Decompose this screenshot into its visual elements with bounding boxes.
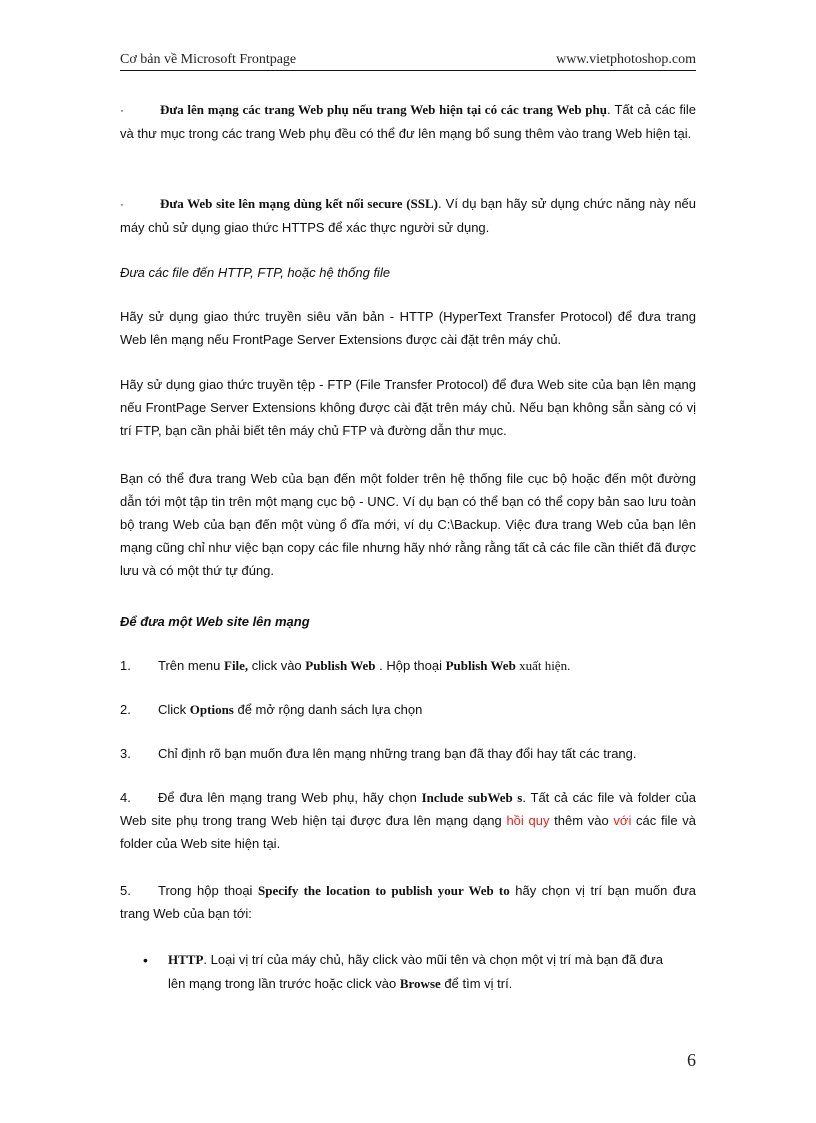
paragraph-http: Hãy sử dụng giao thức truyền siêu văn bản - HTTP (HyperText Transfer Protocol) để đưa trang Web lên mạng nếu FrontPage Server Extensions được cài đặt trên máy chủ.	[120, 309, 696, 347]
paragraph-publish-subwebs	[120, 98, 696, 145]
step-number: 2.	[120, 702, 131, 717]
step-number: 3.	[120, 746, 131, 761]
header-website: www.vietphotoshop.com	[556, 52, 696, 67]
step-text: thêm vào	[549, 813, 614, 828]
highlighted-text: với	[613, 813, 632, 828]
step-text: . Hộp thoại	[375, 658, 446, 673]
step-text: Trên menu	[158, 658, 224, 673]
paragraph-ftp: Hãy sử dụng giao thức truyền tệp - FTP (File Transfer Protocol) để đưa Web site của bạn lên mạng nếu FrontPage Server Extensions không được cài đặt trên máy chủ. Nếu bạn không sẵn sàng có vị trí FTP, bạn cần phải biết tên máy chủ FTP và đường dẫn thư mục.	[120, 377, 696, 438]
menu-name: File,	[224, 658, 249, 673]
command-name: Publish Web	[305, 658, 376, 673]
section-heading-protocols: Đưa các file đến HTTP, FTP, hoặc hệ thống file	[120, 265, 391, 280]
paragraph-publish-ssl	[120, 192, 696, 239]
option-name: Include subWeb s	[421, 790, 523, 805]
step-text: . Tất cả các file và folder của Web site phụ trong trang Web hiện tại được đưa lên mạng dạng	[120, 790, 697, 828]
step-3	[120, 742, 696, 765]
bullet-marker: ·	[120, 103, 124, 117]
button-name: Browse	[399, 976, 441, 991]
step-number: 1.	[120, 658, 131, 673]
page-number: 6	[687, 1050, 696, 1070]
highlighted-text: hồi quy	[506, 813, 550, 828]
bullet-icon: •	[143, 952, 148, 968]
bold-text: Đưa lên mạng các trang Web phụ nếu trang Web hiện tại có các trang Web phụ	[160, 102, 607, 117]
body-text: để tìm vị trí.	[440, 976, 513, 991]
step-4	[120, 786, 696, 855]
bold-text: Đưa Web site lên mạng dùng kết nối secure (SSL)	[160, 196, 439, 211]
step-5	[120, 879, 696, 925]
section-heading-publish: Để đưa một Web site lên mạng	[120, 614, 310, 629]
step-text: các file và folder của Web site hiện tại.	[120, 813, 697, 851]
step-text: Click	[158, 702, 190, 717]
step-text: để mở rộng danh sách lựa chọn	[233, 702, 423, 717]
step-text: click vào	[248, 658, 306, 673]
step-number: 5.	[120, 883, 131, 898]
step-2	[120, 698, 696, 721]
body-text: . Tất cả các file và thư mục trong các trang Web phụ đều có thể đư lên mạng bổ sung thêm vào trang Web hiện tại.	[120, 102, 697, 141]
dialog-name: Publish Web	[445, 658, 516, 673]
page-header	[120, 50, 696, 71]
paragraph-unc: Bạn có thể đưa trang Web của bạn đến một folder trên hệ thống file cục bộ hoặc đến một đường dẫn tới một tập tin trên một mạng cục bộ - UNC. Ví dụ bạn có thể bạn có thể copy bản sao lưu toàn bộ trang Web của bạn đến một vùng ổ đĩa mới, ví dụ C:\Backup. Việc đưa trang Web của bạn lên mạng cũng chỉ như việc bạn copy các file nhưng hãy nhớ rằng rằng tất cả các file cần thiết đã được lưu và có một thứ tự đúng.	[120, 471, 696, 578]
dialog-field-name: Specify the location to publish your Web to	[257, 883, 510, 898]
body-text: . Ví dụ bạn hãy sử dụng chức năng này nếu máy chủ sử dụng giao thức HTTPS để xác thực người sử dụng.	[120, 196, 697, 235]
header-title: Cơ bản về Microsoft Frontpage	[120, 52, 297, 67]
step-text: xuất hiện.	[515, 658, 571, 673]
step-text: hãy chọn vị trí bạn muốn đưa trang Web của bạn tới:	[120, 883, 696, 921]
step-number: 4.	[120, 790, 131, 805]
sub-item-text	[168, 948, 678, 996]
step-1	[120, 654, 696, 677]
option-name: Options	[189, 702, 234, 717]
step-text: Chỉ định rõ bạn muốn đưa lên mạng những trang bạn đã thay đổi hay tất các trang.	[158, 746, 637, 761]
bullet-marker: ·	[120, 197, 124, 211]
step-text: Để đưa lên mạng trang Web phụ, hãy chọn	[158, 790, 422, 805]
step-text: Trong hộp thoại	[158, 883, 258, 898]
body-text: . Loại vị trí của máy chủ, hãy click vào mũi tên và chọn một vị trí mà bạn đã đưa lên mạng trong lần trước hoặc click vào	[168, 952, 663, 991]
option-name: HTTP	[168, 952, 204, 967]
